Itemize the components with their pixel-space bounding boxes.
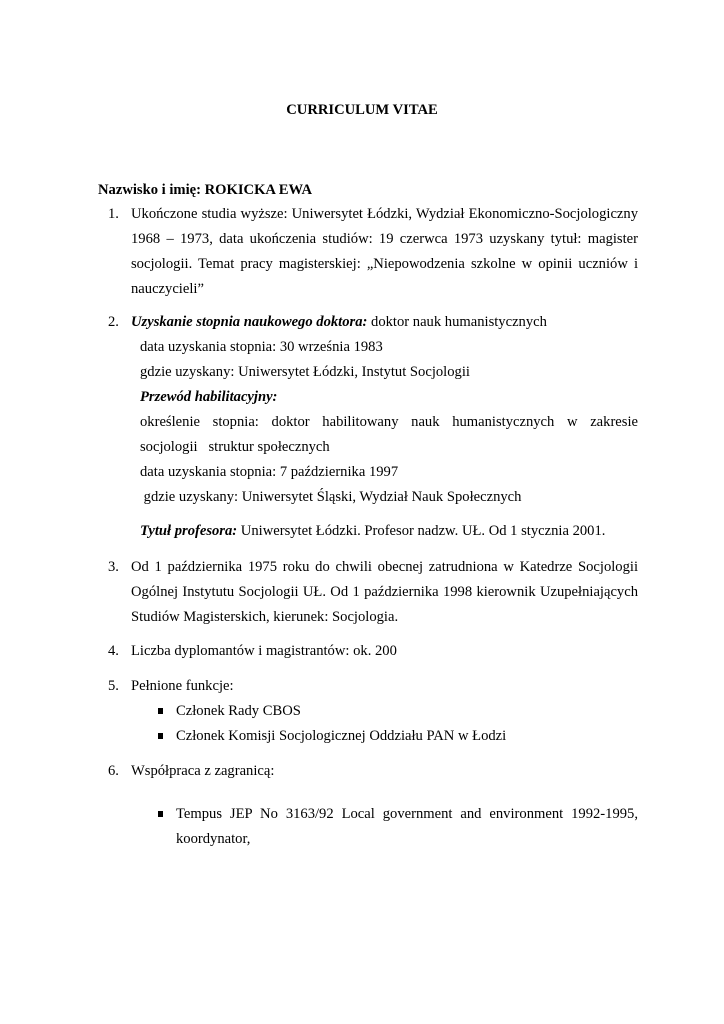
- item-text-line: Współpraca z zagranicą:: [131, 763, 275, 779]
- doctorate-date: data uzyskania stopnia: 30 września 1983: [140, 339, 383, 355]
- list-item: [131, 802, 638, 852]
- item-text-line: Ogólnej Instytutu Socjologii UŁ. Od 1 października 1998 kierownik Uzupełniających: [131, 584, 638, 600]
- habilitation-heading: Przewód habilitacyjny:: [140, 389, 278, 405]
- bullet-square-icon: [158, 708, 163, 714]
- functions-list: [131, 699, 638, 749]
- cv-item-employment: [98, 555, 638, 630]
- item-number: 3.: [108, 559, 119, 575]
- item-text-line: Od 1 października 1975 roku do chwili obecnej zatrudniona w Katedrze Socjologii: [131, 559, 638, 575]
- document-title: CURRICULUM VITAE: [286, 102, 438, 118]
- item-text-line: Studiów Magisterskich, kierunek: Socjologia.: [131, 609, 399, 625]
- professor-value: Uniwersytet Łódzki. Profesor nadzw. UŁ. Od 1 stycznia 2001.: [237, 523, 606, 539]
- cv-item-cooperation: [98, 759, 638, 852]
- list-item-text: Członek Komisji Socjologicznej Oddziału PAN w Łodzi: [176, 728, 507, 744]
- item-text-line: Ukończone studia wyższe: Uniwersytet Łódzki, Wydział Ekonomiczno-Socjologiczny: [131, 206, 638, 222]
- doctorate-heading: Uzyskanie stopnia naukowego doktora:: [131, 314, 368, 330]
- bullet-square-icon: [158, 733, 163, 739]
- habilitation-degree-line: socjologii struktur społecznych: [140, 439, 330, 455]
- item-text-line: 1968 – 1973, data ukończenia studiów: 19 czerwca 1973 uzyskany tytuł: magister: [131, 231, 638, 247]
- cooperation-list: [131, 802, 638, 852]
- item-number: 1.: [108, 206, 119, 222]
- item-number: 4.: [108, 643, 119, 659]
- cv-list: [98, 202, 638, 852]
- cv-item-graduates: [98, 639, 638, 664]
- professor-heading: Tytuł profesora:: [140, 523, 238, 539]
- doctorate-heading-line: [131, 310, 638, 335]
- list-item-text: Tempus JEP No 3163/92 Local government and environment 1992-1995,: [176, 806, 638, 822]
- item-number: 6.: [108, 763, 119, 779]
- doctorate-value: doktor nauk humanistycznych: [367, 314, 547, 330]
- item-number: 2.: [108, 314, 119, 330]
- cv-item-functions: [98, 674, 638, 749]
- list-item: [131, 699, 638, 724]
- item-text-line: Pełnione funkcje:: [131, 678, 234, 694]
- list-item-text: Członek Rady CBOS: [176, 703, 301, 719]
- name-label: Nazwisko i imię: ROKICKA EWA: [98, 182, 313, 198]
- item-text-line: nauczycieli”: [131, 281, 204, 297]
- professor-line: [131, 519, 638, 544]
- bullet-square-icon: [158, 811, 163, 817]
- doctorate-where: gdzie uzyskany: Uniwersytet Łódzki, Instytut Socjologii: [140, 364, 470, 380]
- item-text-line: socjologii. Temat pracy magisterskiej: „Niepowodzenia szkolne w opinii uczniów i: [131, 256, 638, 272]
- list-item-text: koordynator,: [176, 831, 251, 847]
- habilitation-where: gdzie uzyskany: Uniwersytet Śląski, Wydział Nauk Społecznych: [140, 489, 522, 505]
- cv-item-degrees: [98, 310, 638, 544]
- list-item: [131, 724, 638, 749]
- cv-item-education: [98, 202, 638, 302]
- habilitation-date: data uzyskania stopnia: 7 października 1997: [140, 464, 399, 480]
- item-number: 5.: [108, 678, 119, 694]
- habilitation-degree-line: określenie stopnia: doktor habilitowany nauk humanistycznych w zakresie: [140, 414, 638, 430]
- item-text-line: Liczba dyplomantów i magistrantów: ok. 200: [131, 643, 397, 659]
